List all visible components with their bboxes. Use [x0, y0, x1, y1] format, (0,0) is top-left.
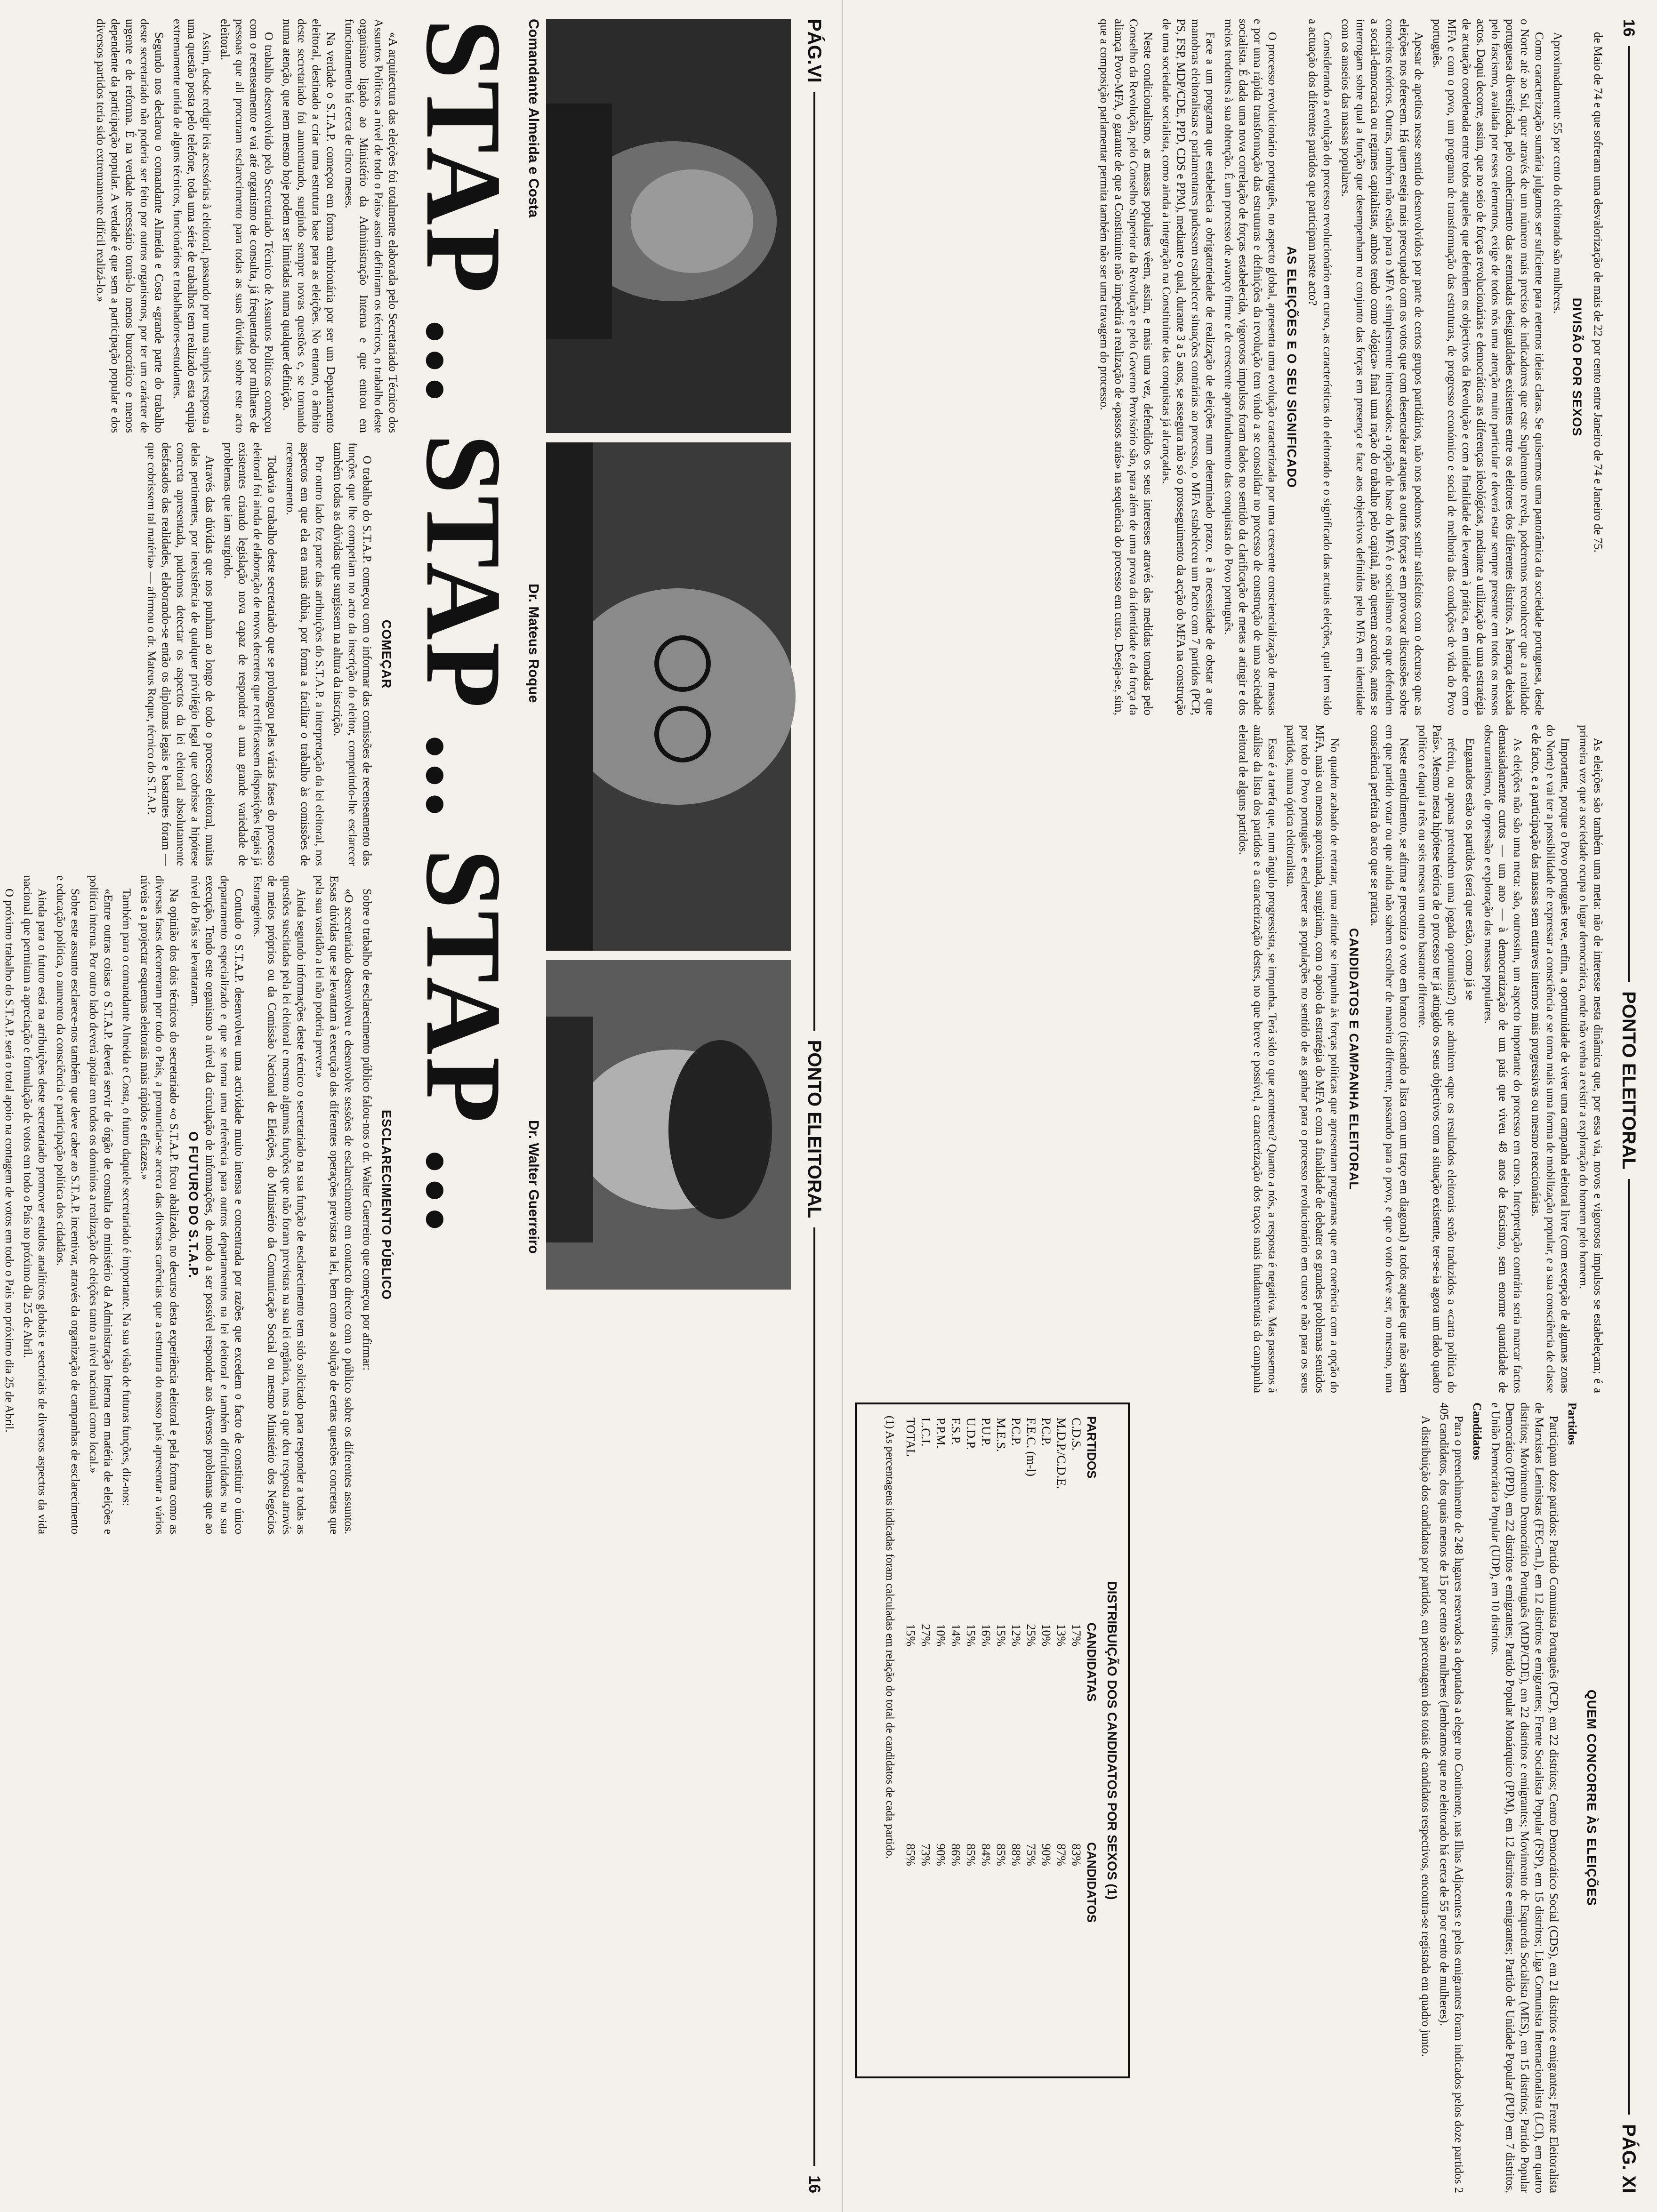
women-cell: 10%	[934, 1624, 948, 1647]
men-cell: 85%	[904, 1843, 917, 1866]
caption-mateus-roque: Dr. Mateus Roque	[526, 584, 541, 703]
table-row	[993, 1416, 1008, 2065]
paragraph: O trabalho desenvolvido pelo Secretariado Técnico de Assuntos Políticos começou com o recenseamento e vai até organismo de consulta, já frequentado por milhares de pessoas que ali procuram esclarecimento para todas as suas dúvidas sobre este acto eleitoral.	[218, 19, 275, 433]
headline: STAP ... STAP ... STAP ...	[404, 19, 524, 1235]
table-header: PARTIDOS	[1085, 1416, 1099, 1479]
right-page-header	[1615, 19, 1643, 2193]
table-header-row	[1084, 1416, 1100, 2065]
subheading: O FUTURO DO S.T.A.P.	[186, 1131, 201, 1279]
women-cell: 17%	[1070, 1624, 1083, 1647]
paragraph: Como caracterização sumária julgamos ser suficiente para reternos ideias claras. Se quisermos uma panorâmica da sociedade portuguesa, desde o Norte até ao Sul, quer através de um número mais preciso de indicadores que este Suplemento revela, poderemos reconhecer que a realidade portuguesa diversificada, pelo conhecimento das acentuadas desigualdades existentes entre os eleitores dos diferentes distritos. A herança deixada pelo fascismo, avaliada por esses elementos, exige de todos nós uma atenção muito particular e deverá estar sempre presente em todos os nossos actos. Daqui decorre, assim, que no seio de forças revolucionárias e democráticas as diferenças ideológicas, mediante a utilização de uma estratégia de actuação coordenada entre todos aqueles que defendem os objectivos da Revolução e com a finalidade de levarem à prática, em unidade com o MFA e com o povo, um programa de transformação das estruturas, de progresso económico e social de melhoria das condições de vida do Povo português.	[1431, 19, 1545, 715]
men-cell: 85%	[994, 1843, 1008, 1866]
women-cell: 16%	[979, 1624, 993, 1647]
left-page-header	[800, 19, 828, 2193]
paragraph: Também para o comandante Almeida e Costa, o futuro daquele secretariado é importante. Na sua visão de futuras funções, diz-nos:	[120, 889, 133, 1506]
women-cell: 12%	[1009, 1624, 1023, 1647]
paragraph: Na opinião dos dois técnicos do secretariado «o S.T.A.P. ficou abalizado, no decurso desta experiência eleitoral e pela forma como as diversas fases decorreram por todo o País, a pronunciar-se acerca das diversas carências que a estrutura do nosso país apresentar a vários níveis e a projectar esquemas eleitorais mais rápidos e eficazes.»	[138, 875, 180, 1534]
table-note: (1) As percentagens indicadas foram calculadas em relação do total de candidatos de cada partido.	[884, 1416, 896, 1859]
women-cell: 14%	[949, 1624, 963, 1647]
section-title: PONTO ELEITORAL	[1618, 991, 1640, 1170]
table-row	[1069, 1416, 1084, 2065]
party-cell: P.C.P.	[1009, 1418, 1023, 1446]
table-header: CANDIDATAS	[1085, 1622, 1099, 1702]
subheading-partidos: Partidos	[1566, 1403, 1578, 1445]
paragraph: Assim, desde redigir leis acessórias à eleitoral, passando por uma simples resposta a uma questão posta pelo telefone, toda uma série de trabalhos tem realizado esta equipa extremamente unida de alguns técnicos, funcionários e trabalhadores-estudantes.	[171, 19, 213, 433]
subheading: COMEÇAR	[379, 619, 394, 689]
men-cell: 90%	[1039, 1843, 1053, 1866]
women-cell: 25%	[1024, 1624, 1038, 1647]
paragraph: Sobre o trabalho de esclarecimento público falou-nos o dr. Walter Guerreiro que começou por afirmar:	[361, 889, 373, 1371]
paragraph: Neste condicionalismo, as massas populares vêem, assim, e mais uma vez, defendidos os seus interesses através das medidas tomadas pelo Conselho da Revolução, pelo Conselho Superior da Revolução e pelo Governo Provisório são, para além de uma prova da identidade e da força da aliança Povo-MFA, o garante de que a Constituinte não impedirá a realização de «passos atrás» na sequência do processo em curso. Deseja-se, sim, que a composição parlamentar permita também não ser uma travagem do processo.	[1098, 19, 1154, 715]
table-title: DISTRIBUIÇÃO DOS CANDIDATOS POR SEXOS (1)	[1105, 1581, 1119, 1900]
table-row	[978, 1416, 993, 2065]
subheading-candidatos: Candidatos	[1471, 1403, 1483, 1460]
women-cell: 15%	[964, 1624, 978, 1647]
right-column-2	[861, 725, 1605, 1393]
subheading: DIVISÃO POR SEXOS	[1570, 297, 1584, 437]
caption-walter-guerreiro: Dr. Walter Guerreiro	[526, 1120, 541, 1254]
women-cell: 27%	[919, 1624, 933, 1647]
paragraph: As eleições são também uma meta: não de interesse nesta dinâmica que, por essa via, novos e vigorosos impulsos se estabeleçam; é a primeira vez que a sociedade ocupa o lugar democrática, onde não venha a existir a exploração do homem pelo homem.	[1577, 725, 1604, 1393]
paragraph: Contudo o S.T.A.P. desenvolveu uma actividade muito intensa e concentrada por razões que excedem o facto de constituir o único departamento especializado e que se torna uma referência para outros departamentos na lei eleitoral e também dificuldades na sua execução. Tendo este organismo a nível da circulação de informações, de modo a ser possível responder aos diversos problemas que ao nível do País se levantaram.	[189, 875, 245, 1534]
paragraph: Por outro lado fez parte das atribuições do S.T.A.P. a interpretação da lei eleitoral, nos aspectos em que ela era mais dúbia, por forma a facilitar o trabalho às comissões de recenseamento.	[284, 442, 326, 866]
paragraph: Considerando a evolução do processo revolucionário em curso, as características do eleitorado e o significado das actuais eleições, qual tem sido a actuação dos diferentes partidos que participam neste acto?	[1306, 19, 1334, 715]
men-cell: 86%	[949, 1843, 963, 1866]
party-cell: L.C.I.	[919, 1418, 933, 1447]
paragraph: «A arquitectura das eleições foi totalmente elaborada pelo Secretariado Técnico dos Assuntos Políticos a nível de todo o País» assim definiram os técnicos, o trabalho deste organismo ligado ao Ministério da Administração Interna e que entrou em funcionamento há cerca de cinco meses.	[343, 19, 399, 433]
article-column-1	[14, 19, 400, 433]
men-cell: 83%	[1070, 1843, 1083, 1866]
party-cell: P.U.P.	[979, 1418, 993, 1447]
caption-almeida-costa: Comandante Almeida e Costa	[526, 19, 541, 218]
paragraph: Ainda para o futuro está na atribuições deste secretariado promover estudos analíticos globais e sectoriais de diversos aspectos da vida nacional que permitam a apreciação e formulação de votos em todo o País no próximo dia 25 de Abril.	[21, 875, 48, 1534]
paragraph: Segundo nos declarou o comandante Almeida e Costa «grande parte do trabalho deste secretariado não poderia ser feito por outros organismos, por ter um carácter de urgente e de reforma. É na verdade necessário torná-lo menos burocrático e menos dependente da participação popular. A verdade é que sem a participação popular e dos diversos partidos teria sido extremamente difícil realizá-lo.»	[94, 19, 165, 433]
header-rule	[813, 92, 815, 1031]
subheading: QUEM CONCORRE ÀS ELEIÇÕES	[1585, 1689, 1599, 1907]
paragraph: «Entre outras coisas o S.T.A.P. deverá servir de órgão de consulta do ministério da Administração Interna em matéria de eleições e política interna. Por outro lado deverá apoiar em todos os domínios a realização de eleições tanto a nível nacional como local.»	[87, 875, 114, 1534]
paragraph: Para o preenchimento de 248 lugares reservados a deputados a eleger no Continente, nas Ilhas Adjacentes e pelos emigrantes foram indicados pelos doze partidos 2 405 candidatos, dos quais menos de 15 por cento são mulheres (lembramos que no eleitorado há cerca de 55 por cento de mulheres).	[1438, 1403, 1465, 2193]
article-column-4	[3, 875, 207, 1534]
subheading: AS ELEIÇÕES E O SEU SIGNIFICADO	[1285, 246, 1299, 489]
header-rule	[1628, 46, 1630, 982]
page-number: 16	[1620, 19, 1638, 37]
section-title: PONTO ELEITORAL	[804, 1040, 825, 1218]
right-column-1	[861, 19, 1605, 715]
table-header: CANDIDATOS	[1085, 1842, 1099, 1923]
men-cell: 87%	[1054, 1843, 1068, 1866]
paragraph: Na verdade o S.T.A.P. começou em forma embrionária por ser um Departamento eleitoral, destinado a criar uma estrutura base para as eleições. No entanto, o âmbito deste secretariado foi aumentando, surgindo sempre novas questões e, se tornando numa atenção, que nem mesmo hoje podem ser limitadas numa qualquer definição.	[281, 19, 337, 433]
party-cell: TOTAL	[904, 1418, 917, 1457]
men-cell: 75%	[1024, 1843, 1038, 1866]
paragraph: referiu, ou apenas pretendem uma jogada oportunista?) que admitem «que os resultados eleitorais serão traduzidos a «carta política do País». Mesmo nesta hipótese teórica de o processo ter já atingido os seus objectivos com a situação existente, ter-se-ia agora um dado quadro político e daqui a três ou seis meses um outro bastante diferente.	[1416, 725, 1458, 1393]
party-cell: M.E.S.	[994, 1418, 1008, 1452]
header-rule	[813, 1227, 815, 2166]
header-rule	[1628, 1179, 1630, 2115]
party-cell: U.D.P.	[964, 1418, 978, 1450]
men-cell: 85%	[964, 1843, 978, 1866]
table-row	[948, 1416, 963, 2065]
party-cell: P.P.M.	[934, 1418, 948, 1449]
article-column-2	[14, 442, 400, 866]
page-label: PÁG.VI	[804, 19, 825, 83]
paragraph: Através das dúvidas que nos punham ao longo de todo o processo eleitoral, muitas delas pertinentes, por inexistência de qualquer privilégio legal que cobrisse a hipótese concreta apresentada, pudemos detectar os aspectos da lei eleitoral absolutamente desfasados das realidades, elaborando-se então os diplomas legais e bastantes foram — que cobrissem tal matéria» — afirmou o dr. Mateus Roque, técnico do S.T.A.P.	[145, 442, 216, 866]
table-row	[963, 1416, 978, 2065]
paragraph: «O secretariado desenvolveu e desenvolve sessões de esclarecimento em contacto directo com o público sobre os diferentes assuntos. Essas dúvidas que se levantam à execução das diferentes operações previstas na lei, bem como a solução de certas questões concretas que pela sua vastidão a lei não poderia prever.»	[313, 875, 355, 1534]
paragraph: Enganados estão os partidos (será que estão, como já se	[1464, 738, 1476, 1000]
right-page	[843, 0, 1657, 2212]
men-cell: 90%	[934, 1843, 948, 1866]
paragraph: de Maio de 74 e que sofreram uma desvalorização de mais de 22 por cento entre Janeiro de 74 e Janeiro de 75.	[1592, 32, 1604, 553]
party-cell: F.S.P.	[949, 1418, 963, 1445]
paragraph: O trabalho do S.T.A.P. começou com o informar das comissões de recenseamento das funções que lhe competiam no acto da inscrição do eleitor, competindo-lhe esclarecer também todas as dúvidas que surgissem na altura da inscrição.	[331, 442, 373, 866]
table-row	[1008, 1416, 1023, 2065]
table-row	[903, 1416, 918, 2065]
women-cell: 10%	[1039, 1624, 1053, 1647]
table-body	[903, 1416, 1084, 2065]
paragraph: A distribuição dos candidatos por partidos, em percentagem dos totais de candidatos respectivos, encontra-se registada em quadro junto.	[1419, 1416, 1432, 2057]
men-cell: 88%	[1009, 1843, 1023, 1866]
party-cell: C.D.S.	[1070, 1418, 1083, 1451]
table-row	[1054, 1416, 1069, 2065]
candidates-by-sex-table	[855, 1403, 1130, 2078]
paragraph: Essa é a tarefa que, num ângulo progressista, se impunha. Terá sido o que aconteceu? Quanto a nós, a resposta é negativa. Mas passemos à análise da lista dos partidos e a caracterização destes, no que breve e possível, a caracterização dos traços mais fundamentais da campanha eleitoral de alguns partidos.	[1237, 725, 1279, 1393]
party-cell: P.C.P.	[1039, 1418, 1053, 1446]
paragraph: As eleições não são uma meta: são, outrossim, um aspecto importante do processo em curso. Interpretação contrária seria marcar factos demasiadamente curtos — um ano — à democratização de um país que viveu 48 anos de fascismo, sem enorme quantidade de obscurantismo, de opressão e exploração das massas populares.	[1482, 725, 1524, 1393]
paragraph: O processo revolucionário português, no aspecto global, apresenta uma evolução caracterizada por uma crescente consciencialização de massas e por uma rápida transformação das estruturas e definições da revolução tem vindo a se consolidar no processo de construção de uma sociedade socialista. É dada uma nova correlação de forças estabelecida, vigorosos impulsos foram dados no sentido da clarificação de metas a atingir e dos meios tendentes à sua obtenção. É um processo de avanço firme e de crescente aprofundamento das conquistas do Povo português.	[1222, 19, 1279, 715]
table-row	[918, 1416, 933, 2065]
men-cell: 73%	[919, 1843, 933, 1866]
paragraph: O próximo trabalho do S.T.A.P. será o total apoio na contagem de votos em todo o País no próximo dia 25 de Abril.	[3, 889, 16, 1433]
women-cell: 15%	[904, 1624, 917, 1647]
photo-almeida-costa	[546, 19, 791, 433]
right-page-rotated	[843, 0, 1657, 2212]
right-column-3	[1134, 1403, 1605, 2193]
paragraph: Face a um programa que estabelecia a obrigatoriedade de realização de eleições num determinado prazo, e à necessidade de obstar a que manobras eleitoralistas e parlamentares pudessem estabelecer situações contrárias ao processo, o MFA estabeleceu um Pacto com 7 partidos (PCP, PS, FSP, MDP/CDE, PPD, CDS e PPM), mediante o qual, durante 3 a 5 anos, se assegura não só o prosseguimento da acção do MFA na construção de uma sociedade socialista, como ainda a integração na Constituinte das conquistas já alcançadas.	[1160, 19, 1216, 715]
table-row	[1038, 1416, 1054, 2065]
page-label: PÁG. XI	[1618, 2124, 1640, 2193]
party-cell: M.D.P./C.D.E.	[1054, 1418, 1068, 1489]
subheading: ESCLARECIMENTO PÚBLICO	[379, 1109, 394, 1300]
women-cell: 13%	[1054, 1624, 1068, 1647]
photo-mateus-roque	[546, 442, 791, 951]
women-cell: 15%	[994, 1624, 1008, 1647]
men-cell: 84%	[979, 1843, 993, 1866]
paragraph: No quadro acabado de retratar, uma atitude se impunha às forças políticas que apresentam programas que em coerência com a opção do MFA, mais ou menos aproximada, surgiriam, com o apoio da estratégia do MFA e com a finalidade de debater os grandes problemas sentidos por todo o Povo português e esclarecer as populações no sentido de as ganhar para o processo revolucionário em curso e não para os seus partidos, numa óptica eleitoralista.	[1284, 725, 1341, 1393]
paragraph: Sobre este assunto esclarece-nos também que deve caber ao S.T.A.P. incentivar, através da organização de campanhas de esclarecimento e educação política, o aumento da consciência e participação política dos cidadãos.	[54, 875, 81, 1534]
photo-walter-guerreiro	[546, 960, 791, 1290]
table-row	[1023, 1416, 1038, 2065]
paragraph: Importante, porque o Povo português teve, enfim, a oportunidade de viver uma campanha eleitoral livre (com excepção de algumas zonas do Norte) e vai ter a possibilidade de expressar a consciência e se torna mais uma forma de mobilização popular, e a sua consciência de classe e de facto, e a participação das massas sem entraves internos mais progressivas ou mesmo reaccionárias.	[1529, 725, 1571, 1393]
party-cell: F.E.C. (m-l)	[1024, 1418, 1038, 1477]
table	[903, 1416, 1100, 2065]
paragraph: Aproximadamente 55 por cento do eleitorado são mulheres.	[1551, 32, 1564, 314]
paragraph: Participam doze partidos: Partido Comunista Português (PCP), em 22 distritos; Centro Democrático Social (CDS), em 21 distritos e emigrantes; Frente Eleitoralista de Marxistas Leninistas (FEC-m.l), em 12 distritos e emigrantes; Frente Socialista Popular (FSP), em 15 distritos; Liga Comunista Internacionalista (LCI), em quatro distritos; Movimento Democrático Português (MDP/CDE), em 22 distritos e emigrantes; Movimento de Esquerda Socialista (MES), em 15 distritos; Partido Popular Democrático (PPD), em 22 distritos e emigrantes; Partido Popular Monárquico (PPM), em 12 distritos e emigrantes; Partido de Unidade Popular (PUP) em 7 distritos, e União Democrática Popular (UDP), em 10 distritos.	[1489, 1403, 1560, 2193]
page-number: 16	[805, 2175, 824, 2194]
table-row	[933, 1416, 948, 2065]
paragraph: Apesar de apetites nesse sentido desenvolvidos por parte de certos grupos partidários, não nos podemos sentir satisfeitos com o decurso que as eleições nos oferecem. Há quem esteja mais preocupado com os votos que com desencadear ataques a outras forças e em provocar discussões sobre conceitos teóricos. Outras, também não estão para o MFA e simplesmente interessados: a opção de base do MFA é o socialismo e os que defendem a social-democracia ou regimes capitalistas, ambos tendo como «lógica» final uma ração do trabalho pelo capital, não querem acordos, antes se interrogam sobre qual a função que desempenham no conjunto das forças em presença e face aos objectivos definidos pelo MFA em identidade com os anseios das massas populares.	[1339, 19, 1425, 715]
paragraph: Todavia o trabalho deste secretariado que se prolongou pelas várias fases do processo eleitoral foi ainda de elaboração de novos decretos que rectificassem disposições legais já existentes criando legislação nova capaz de responder a uma grande variedade de problemas que iam surgindo.	[222, 442, 278, 866]
paragraph: Neste entendimento, se afirma e preconiza o voto em branco (riscando a lista com um traço em diagonal) a todos aqueles que não sabem em que partido votar ou que ainda não sabem escolher de maneira diferente, passando para o povo, e que o voto deve ser, no mesmo, uma consciência perfeita do acto que se pratica.	[1368, 725, 1410, 1393]
subheading: CANDIDATOS E CAMPANHA ELEITORAL	[1347, 928, 1361, 1190]
paragraph: Ainda segundo informações deste técnico o secretariado na sua função de esclarecimento tem sido solicitado para responder a todas as questões suscitadas pela lei eleitoral e mesmo algumas funções que não foram previstas na sua lei orgânica, mas a que deu resposta através de meios próprios ou da Comissão Nacional de Eleições, do Ministério da Comunicação Social ou mesmo Ministério dos Negócios Estrangeiros.	[251, 875, 307, 1534]
